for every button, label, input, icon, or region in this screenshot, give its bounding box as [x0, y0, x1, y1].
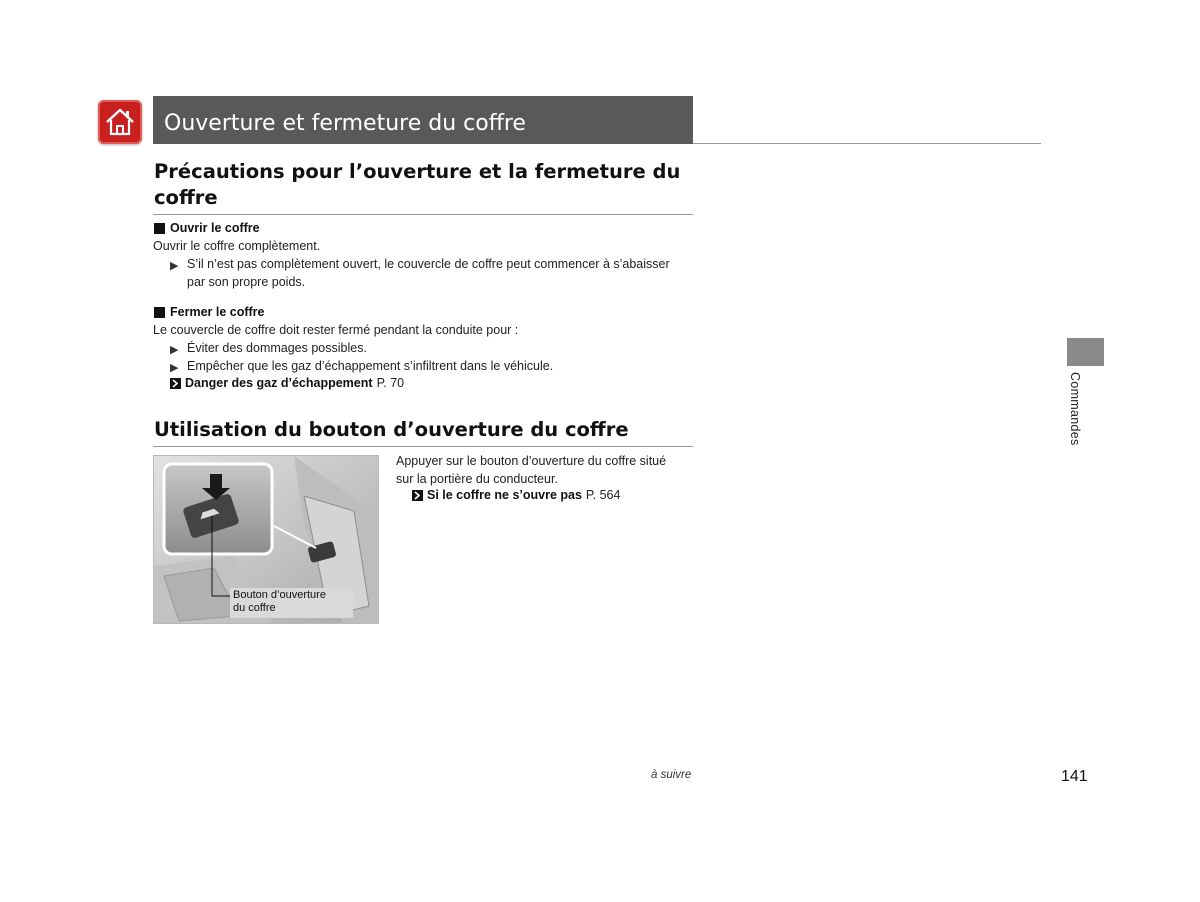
open-text: Ouvrir le coffre complètement.: [153, 239, 321, 253]
reference-arrow-icon: [412, 490, 423, 501]
subheading-close: Fermer le coffre: [154, 305, 264, 319]
page-number: 141: [1061, 768, 1088, 785]
triangle-bullet-icon: ▶: [170, 344, 179, 356]
open-bullet: S’il n’est pas complètement ouvert, le couvercle de coffre peut commencer à s’abaisser par son propre poids.: [187, 257, 670, 289]
home-icon: [104, 107, 136, 137]
page-title: Ouverture et fermeture du coffre: [153, 96, 693, 144]
home-button[interactable]: [98, 100, 142, 144]
section-divider: [153, 214, 693, 215]
triangle-bullet-icon: ▶: [170, 362, 179, 374]
button-instruction: Appuyer sur le bouton d’ouverture du coffre situé sur la portière du conducteur.: [396, 454, 667, 486]
section-heading-precautions: Précautions pour l’ouverture et la fermeture du coffre: [154, 160, 681, 209]
title-divider: [693, 143, 1041, 144]
side-tab-label: Commandes: [1068, 372, 1082, 446]
continued-label: à suivre: [651, 769, 692, 781]
triangle-bullet-icon: ▶: [170, 260, 179, 272]
section-heading-button: Utilisation du bouton d’ouverture du coffre: [154, 418, 629, 441]
square-bullet-icon: [154, 307, 165, 318]
subheading-open: Ouvrir le coffre: [154, 221, 260, 235]
cross-reference-exhaust[interactable]: Danger des gaz d’échappement P. 70: [170, 376, 404, 390]
callout-trunk-button: Bouton d’ouverture du coffre: [230, 588, 353, 618]
cross-reference-trunk[interactable]: Si le coffre ne s’ouvre pas P. 564: [412, 488, 620, 502]
close-text: Le couvercle de coffre doit rester fermé pendant la conduite pour :: [153, 323, 519, 337]
square-bullet-icon: [154, 223, 165, 234]
close-bullet-1: Éviter des dommages possibles.: [187, 341, 367, 355]
close-bullet-2: Empêcher que les gaz d’échappement s’infiltrent dans le véhicule.: [187, 359, 554, 373]
section-divider: [153, 446, 693, 447]
side-tab-marker[interactable]: [1067, 338, 1104, 366]
reference-arrow-icon: [170, 378, 181, 389]
